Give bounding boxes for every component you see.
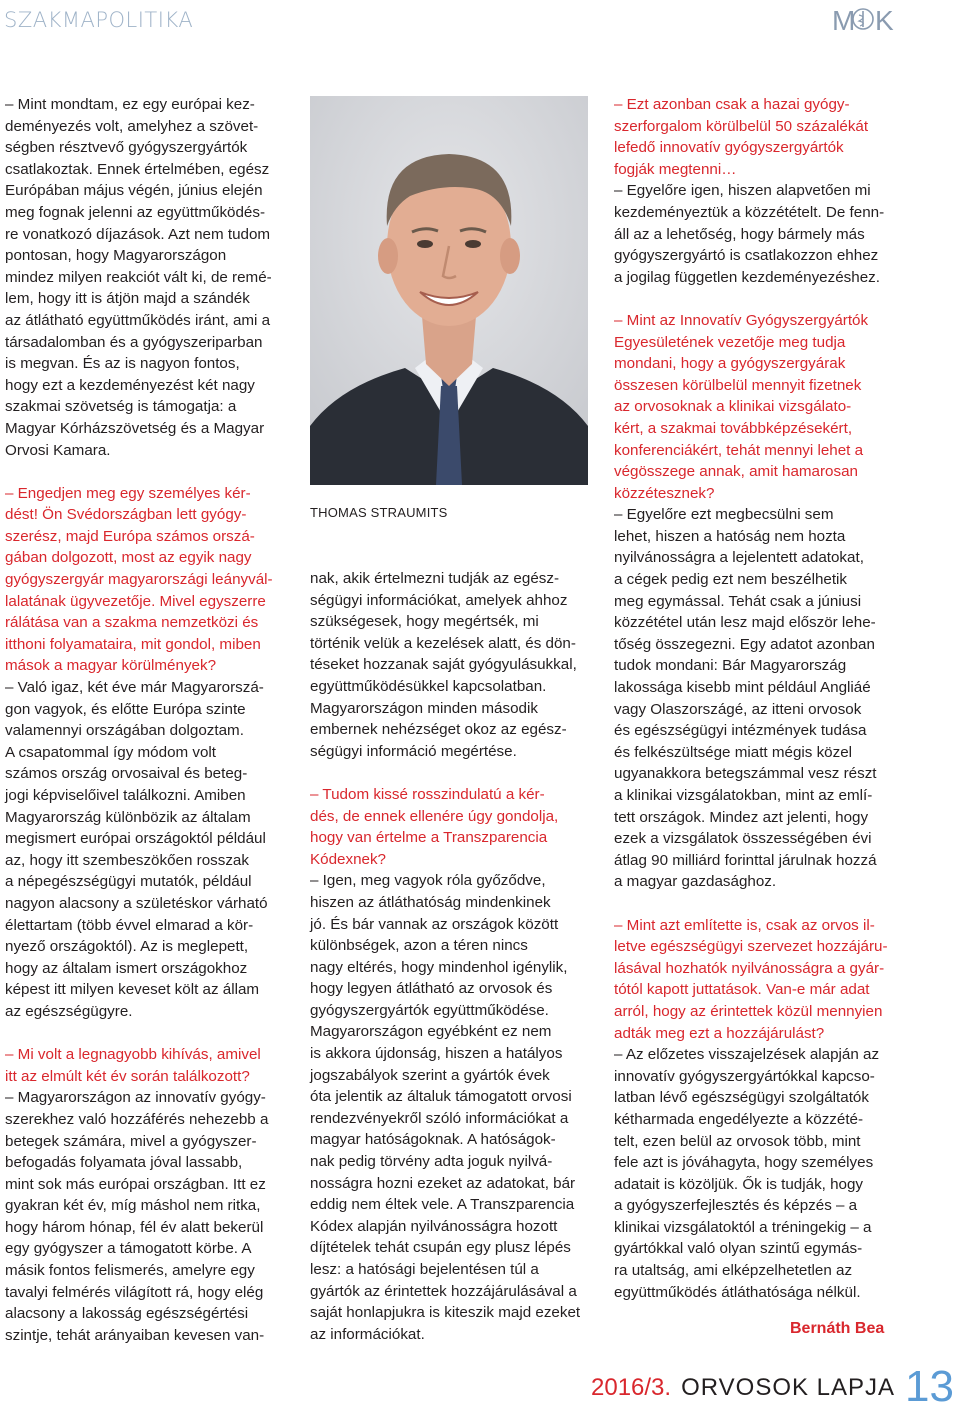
article-column-1 <box>5 94 287 1346</box>
interview-question: – Mint azt említette is, csak az orvos il- letve egészségügyi szervezet hozzájáru- lásával hozhatók nyilvánosságra a gyár- tótól kapott juttatások. Van-e már adat arról, hogy az érintettek közül mennyien adták meg ezt a hozzájárulást? <box>614 916 888 1042</box>
portrait-photo <box>310 96 588 485</box>
interview-answer: – Egyelőre igen, hiszen alapvetően mi kezdeményeztük a közzétételt. De fenn- áll az a lehetőség, hogy bármely más gyógyszergyártó is csatlakozzon ehhez a jogilag független kezdeményezéshez. <box>614 182 885 286</box>
interview-answer: nak, akik értelmezni tudják az egész- ségügyi információkat, amelyek ahhoz szükségesek, hogy megértsék, mi történik velük a kezelések alatt, és dön- téseket hozzanak saját gyógyulásukkal, együttműködésükkel kapcsolatban. Magyarországon minden második embernek nehézséget okoz az egész- ségügyi információ megértése. <box>310 570 577 760</box>
interview-answer: – Igen, meg vagyok róla győződve, hiszen az átláthatóság mindenkinek jó. És bár vannak az országok között különbségek, azon a téren nincs nagy eltérés, hogy mindenhol igénylik, hogy legyen átlátható az orvosok és gyógyszergyártók együttműködése. Magyarországon egyébként ez nem is akkora újdonság, hiszen a hatályos jogszabályok szerint a gyártók évek óta jelentik az általuk támogatott orvosi rendezvényekről szóló információkat a magyar hatóságoknak. A hatóságok- nak pedig törvény adta joguk nyilvá- nosságra hozni ezeket az adatokat, bár eddig nem éltek vele. A Transzparencia Kódex alapján nyilvánosságra hozott díjtételek tehát csupán egy plusz lépés lesz: a hatósági bejelentésen túl a gyártók az érintettek hozzájárulásával a saját honlapjukra is kiteszik majd ezeket az információkat. <box>310 872 581 1343</box>
photo-caption: THOMAS STRAUMITS <box>310 505 448 520</box>
mok-logo <box>832 2 894 36</box>
interview-question: – Engedjen meg egy személyes kér- dést! Ön Svédországban lett gyógy- szerész, majd Európa számos orszá- gában dolgozott, most az egyik nagy gyógyszergyár magyarországi leányvál- lalatának ügyvezetője. Mivel egyszerre rálátása van a szakma nemzetközi és itthoni folyamataira, mit gondol, miben mások a magyar körülmények? <box>5 484 273 675</box>
interview-question: – Mi volt a legnagyobb kihívás, amivel itt az elmúlt két év során találkozott? <box>5 1046 261 1085</box>
interview-answer: – Mint mondtam, ez egy európai kez- deményezés volt, amelyhez a szövet- ségben résztvevő gyógyszergyártók csatlakoztak. Ennek értelmében, egész Európában május végén, június elején meg fognak jelenni az együttműködés- re vonatkozó díjazások. Azt nem tudom pontosan, hogy Magyarországon mindez milyen reakciót vált ki, de remé- lem, hogy itt is átjön majd a szándék az átlátható együttműködés iránt, ami a társadalomban és a gyógyszeriparban is megvan. És az is nagyon fontos, hogy ezt a kezdeményezést két nagy szakmai szövetség is támogatja: a Magyar Kórházszövetség és a Magyar Orvosi Kamara. <box>5 96 272 459</box>
interview-question: – Ezt azonban csak a hazai gyógy- szerforgalom körülbelül 50 százalékát lefedő innovatív gyógyszergyártók fogják megtenni… <box>614 96 869 178</box>
issue-number: 2016/3. <box>591 1374 672 1401</box>
page-number: 13 <box>905 1362 954 1411</box>
footer <box>591 1358 954 1410</box>
interview-answer: – Magyarországon az innovatív gyógy- szerekhez való hozzáférés nehezebb a betegek számára, mivel a gyógyszer- befogadás folyamata jóval lassabb, mint sok más európai országban. Itt ez gyakran két év, míg máshol nem ritka, hogy három hónap, fél év alatt bekerül egy gyógyszer a támogatott körbe. A másik fontos felismerés, amelyre egy tavalyi felmérés világított rá, hogy elég alacsony a lakosság egészségértési szintje, tehát arányaiban kevesen van- <box>5 1089 269 1344</box>
author-signature: Bernáth Bea <box>790 1320 885 1337</box>
interview-question: – Tudom kissé rosszindulatú a kér- dés, de ennek ellenére úgy gondolja, hogy van értelme a Transzparencia Kódexnek? <box>310 785 559 868</box>
interview-answer: – Az előzetes visszajelzések alapján az innovatív gyógyszergyártókkal kapcso- latban lévő egészségügyi szolgáltatók kétharmada engedélyezte a közzété- telt, ezen belül az orvosok több, mint fele azt is jóváhagyta, hogy személyes adatait is közöljük. Ők is tudják, hogy a gyógyszerfejlesztés és képzés – a klinikai vizsgálatoktól a tréningekig – a gyártókkal való olyan szintű egymás- ra utaltság, ami elképzelhetetlen az együttműködés átláthatósága nélkül. <box>614 1046 880 1301</box>
svg-text:M: M <box>832 5 856 36</box>
section-title: SZAKMAPOLITIKA <box>4 8 194 32</box>
article-column-2 <box>310 568 594 1345</box>
interview-answer: – Való igaz, két éve már Magyarorszá- gon vagyok, és előtte Európa szinte valamennyi országában dolgoztam. A csapatommal így módom volt számos ország orvosaival és beteg- jogi képviselőivel találkozni. Amiben Magyarország különbözik az általam megismert európai országoktól például az, hogy itt szembeszökően rosszak a népegészségügyi mutatók, például nagyon alacsony a születéskor várható élettartam (több évvel elmarad a kör- nyező országoktól). Az is meglepett, hogy az általam ismert országokhoz képest itt milyen keveset költ az állam az egészségügyre. <box>5 679 268 1020</box>
article-column-3 <box>614 94 894 1303</box>
interview-answer: – Egyelőre ezt megbecsülni sem lehet, hiszen a hatóság nem hozta nyilvánosságra a lejelentett adatokat, a cégek pedig ezt nem beszélhetik meg egymással. Tehát csak a júniusi közzététel után lesz majd először lehe- tőség összegezni. Egy adatot azonban tudok mondani: Bár Magyarország lakossága kisebb mint például Angliáé vagy Olaszországé, az itteni orvosok és egészségügyi intézmények tudása és felkészültsége miatt mégis közel ugyanakkora betegszámmal vesz részt a klinikai vizsgálatokban, mint az emlí- tett országok. Mindez azt jelenti, hogy ezek a vizsgálatok összességében évi átlag 90 milliárd forinttal járulnak hozzá a magyar gazdasághoz. <box>614 506 877 891</box>
magazine-name: ORVOSOK LAPJA <box>681 1374 896 1401</box>
svg-text:K: K <box>875 5 894 36</box>
interview-question: – Mint az Innovatív Gyógyszergyártók Egyesületének vezetője meg tudja mondani, hogy a gyógyszergyárak összesen körülbelül mennyit fizetnek az orvosoknak a klinikai vizsgálato- kért, a szakmai továbbképzésekért, konferenciákért, tehát mennyi lehet a végösszege annak, amit hamarosan közzétesznek? <box>614 311 869 502</box>
